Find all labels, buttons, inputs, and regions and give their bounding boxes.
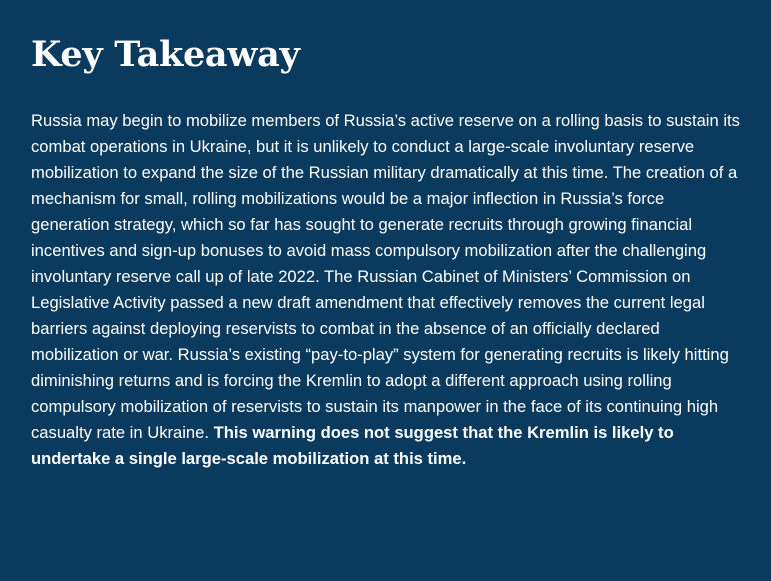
body-bold-warning: This warning does not suggest that the Kremlin is likely to undertake a single large-scale mobilization at this time. xyxy=(31,423,674,468)
card-title: Key Takeaway xyxy=(31,34,300,75)
body-text: Russia may begin to mobilize members of Russia’s active reserve on a rolling basis to sustain its combat operations in Ukraine, but it is unlikely to conduct a large-scale involuntary reserve mobilization to expand the size of the Russian military dramatically at this time. The creation of a mechanism for small, rolling mobilizations would be a major inflection in Russia’s force generation strategy, which so far has sought to generate recruits through growing financial incentives and sign-up bonuses to avoid mass compulsory mobilization after the challenging involuntary reserve call up of late 2022. The Russian Cabinet of Ministers’ Commission on Legislative Activity passed a new draft amendment that effectively removes the current legal barriers against deploying reservists to combat in the absence of an officially declared mobilization or war. Russia’s existing “pay-to-play” system for generating recruits is likely hitting diminishing returns and is forcing the Kremlin to adopt a different approach using rolling compulsory mobilization of reservists to sustain its manpower in the face of its continuing high casualty rate in Ukraine. xyxy=(31,111,740,442)
card-body xyxy=(31,108,743,472)
